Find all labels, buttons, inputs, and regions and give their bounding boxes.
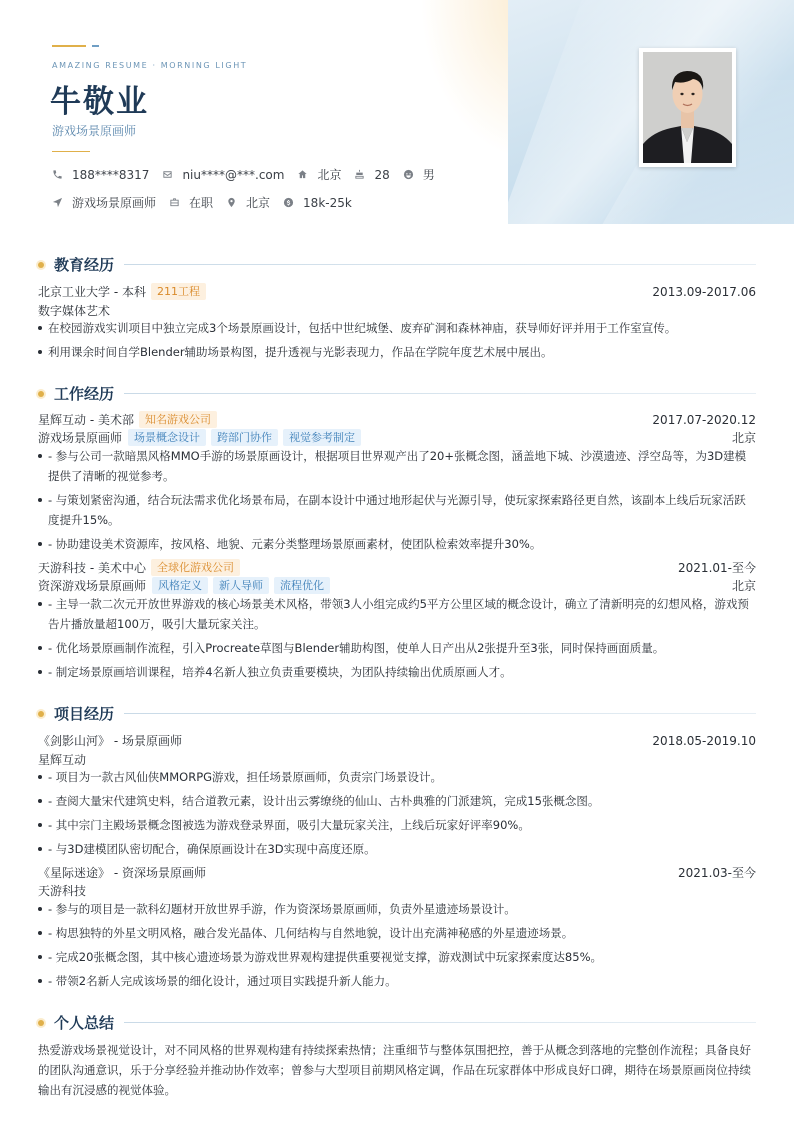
project-date: 2018.05-2019.10 — [652, 733, 756, 748]
job-status-text: 在职 — [189, 196, 214, 210]
mail-icon — [162, 169, 173, 180]
job-city: 北京 — [731, 431, 756, 445]
job-position-row — [38, 577, 756, 594]
home-icon — [297, 169, 308, 180]
project-bullet: - 项目为一款古风仙侠MMORPG游戏，担任场景原画师，负责宗门场景设计。 — [38, 767, 756, 787]
summary-section-title: 个人总结 — [54, 1014, 115, 1032]
project-company: 星辉互动 — [38, 753, 87, 767]
company-tag: 知名游戏公司 — [139, 411, 217, 428]
projects-section-title: 项目经历 — [54, 705, 115, 723]
job-entry-header — [38, 411, 756, 428]
projects-section-header — [38, 703, 756, 724]
project-bullet: - 带领2名新人完成该场景的细化设计，通过项目实践提升新人能力。 — [38, 971, 756, 991]
section-dot-icon — [38, 711, 44, 717]
project-bullet: - 完成20张概念图，其中核心遗迹场景为游戏世界观构建提供重要视觉支撑，游戏测试中玩家探索度达85%。 — [38, 947, 756, 967]
skill-tag: 流程优化 — [274, 577, 330, 594]
company-tag: 全球化游戏公司 — [151, 559, 240, 576]
education-entry-header — [38, 283, 756, 300]
send-icon — [52, 197, 63, 208]
project-bullet: - 参与的项目是一款科幻题材开放世界手游，作为资深场景原画师，负责外星遗迹场景设计。 — [38, 899, 756, 919]
contact-info-row — [52, 166, 448, 183]
cake-icon — [354, 169, 365, 180]
skill-tag: 视觉参考制定 — [283, 429, 361, 446]
briefcase-icon — [169, 197, 180, 208]
gender-text: 男 — [422, 168, 435, 182]
project-company: 天游科技 — [38, 884, 87, 898]
project-bullet: - 与3D建模团队密切配合，确保原画设计在3D实现中高度还原。 — [38, 839, 756, 859]
gender-info — [403, 166, 435, 183]
skill-tag: 风格定义 — [152, 577, 208, 594]
section-divider — [124, 264, 756, 265]
job-bullet: - 协助建设美术资源库，按风格、地貌、元素分类整理场景原画素材，使团队检索效率提升30%。 — [38, 534, 756, 554]
major-name: 数字媒体艺术 — [38, 304, 111, 318]
residence-text: 北京 — [317, 168, 342, 182]
intent-position-text: 游戏场景原画师 — [72, 196, 157, 210]
project-company-row — [38, 751, 756, 768]
job-position-row — [38, 429, 756, 446]
school-tag: 211工程 — [151, 283, 206, 300]
email-info — [162, 168, 284, 182]
education-major-row — [38, 302, 756, 319]
intent-position-info — [52, 194, 156, 211]
job-bullet: - 优化场景原画制作流程，引入Procreate草图与Blender辅助构图，使单人日产出从2张提升至3张，同时保持画面质量。 — [38, 638, 756, 658]
salary-icon — [283, 197, 294, 208]
job-bullet: - 主导一款二次元开放世界游戏的核心场景美术风格，带领3人小组完成约5平方公里区域的概念设计，确立了清新明亮的幻想风格，游戏预告片播放量超100万，吸引大量玩家关注。 — [38, 594, 756, 634]
profile-photo — [643, 52, 732, 163]
section-dot-icon — [38, 1020, 44, 1026]
skill-tag: 新人导师 — [213, 577, 269, 594]
summary-text: 热爱游戏场景视觉设计，对不同风格的世界观构建有持续探索热情；注重细节与整体氛围把控，善于从概念到落地的完整创作流程；具备良好的团队沟通意识，乐于分享经验并推动协作效率；曾参与大型项目前期风格定调，作品在玩家群体中形成良好口碑，期待在场景原画岗位持续输出有沉浸感的视觉体验。 — [38, 1043, 751, 1097]
project-entry-header — [38, 732, 756, 749]
skill-tag: 场景概念设计 — [128, 429, 206, 446]
job-status-info — [169, 194, 213, 211]
job-entry-header — [38, 559, 756, 576]
candidate-job-title: 游戏场景原画师 — [52, 124, 137, 138]
project-company-row — [38, 882, 756, 899]
resume-subtitle: AMAZING RESUME · MORNING LIGHT — [52, 61, 248, 70]
work-section-title: 工作经历 — [54, 385, 115, 403]
education-section-header — [38, 254, 756, 275]
education-section-title: 教育经历 — [54, 256, 115, 274]
section-divider — [124, 713, 756, 714]
section-dot-icon — [38, 391, 44, 397]
age-info — [354, 168, 389, 182]
project-bullet: - 其中宗门主殿场景概念图被选为游戏登录界面，吸引大量玩家关注，上线后玩家好评率90%。 — [38, 815, 756, 835]
profile-photo-frame — [639, 48, 736, 167]
skill-tag: 跨部门协作 — [211, 429, 278, 446]
section-dot-icon — [38, 262, 44, 268]
job-position: 资深游戏场景原画师 — [38, 579, 147, 593]
location-pin-icon — [226, 197, 237, 208]
project-bullet: - 构思独特的外星文明风格，融合发光晶体、几何结构与自然地貌，设计出充满神秘感的外星遗迹场景。 — [38, 923, 756, 943]
project-entry-header — [38, 864, 756, 881]
school-name: 北京工业大学 - 本科 — [38, 285, 146, 299]
project-name: 《剑影山河》 - 场景原画师 — [38, 734, 182, 748]
job-bullet: - 参与公司一款暗黑风格MMO手游的场景原画设计，根据项目世界观产出了20+张概念图，涵盖地下城、沙漠遗迹、浮空岛等，为3D建模提供了清晰的视觉参考。 — [38, 446, 756, 486]
intent-city-info — [226, 194, 270, 211]
education-date: 2013.09-2017.06 — [652, 284, 756, 299]
education-bullet: 在校园游戏实训项目中独立完成3个场景原画设计，包括中世纪城堡、废弃矿洞和森林神庙，获导师好评并用于工作室宣传。 — [38, 318, 756, 338]
salary-text: 18k-25k — [303, 195, 352, 210]
phone-info — [52, 168, 149, 182]
title-underline — [52, 151, 90, 152]
job-city: 北京 — [731, 579, 756, 593]
intent-city-text: 北京 — [246, 196, 271, 210]
section-divider — [124, 393, 756, 394]
job-date: 2017.07-2020.12 — [652, 412, 756, 427]
salary-info — [283, 196, 352, 210]
education-bullet: 利用课余时间自学Blender辅助场景构图，提升透视与光影表现力，作品在学院年度艺术展中展出。 — [38, 342, 756, 362]
job-company: 星辉互动 - 美术部 — [38, 413, 134, 427]
residence-info — [297, 166, 341, 183]
project-name: 《星际迷途》 - 资深场景原画师 — [38, 866, 206, 880]
candidate-name: 牛敬业 — [50, 84, 149, 120]
job-bullet: - 与策划紧密沟通，结合玩法需求优化场景布局，在副本设计中通过地形起伏与光源引导，使玩家探索路径更自然，该副本上线后玩家活跃度提升15%。 — [38, 490, 756, 530]
project-bullet: - 查阅大量宋代建筑史料，结合道教元素，设计出云雾缭绕的仙山、古朴典雅的门派建筑，完成15张概念图。 — [38, 791, 756, 811]
header-decoration-lines — [52, 35, 99, 54]
summary-section-header — [38, 1012, 756, 1033]
age-text: 28 — [374, 167, 390, 182]
person-portrait-illustration — [643, 52, 732, 163]
phone-icon — [52, 169, 63, 180]
job-position: 游戏场景原画师 — [38, 431, 123, 445]
job-date: 2021.01-至今 — [678, 561, 756, 575]
work-section-header — [38, 383, 756, 404]
section-divider — [124, 1022, 756, 1023]
gender-icon — [403, 169, 414, 180]
email-text: niu****@***.com — [182, 167, 285, 182]
job-company: 天游科技 - 美术中心 — [38, 561, 146, 575]
job-intent-row — [52, 194, 365, 211]
job-bullet: - 制定场景原画培训课程，培养4名新人独立负责重要模块，为团队持续输出优质原画人才。 — [38, 662, 756, 682]
phone-text: 188****8317 — [72, 167, 150, 182]
project-date: 2021.03-至今 — [678, 866, 756, 880]
